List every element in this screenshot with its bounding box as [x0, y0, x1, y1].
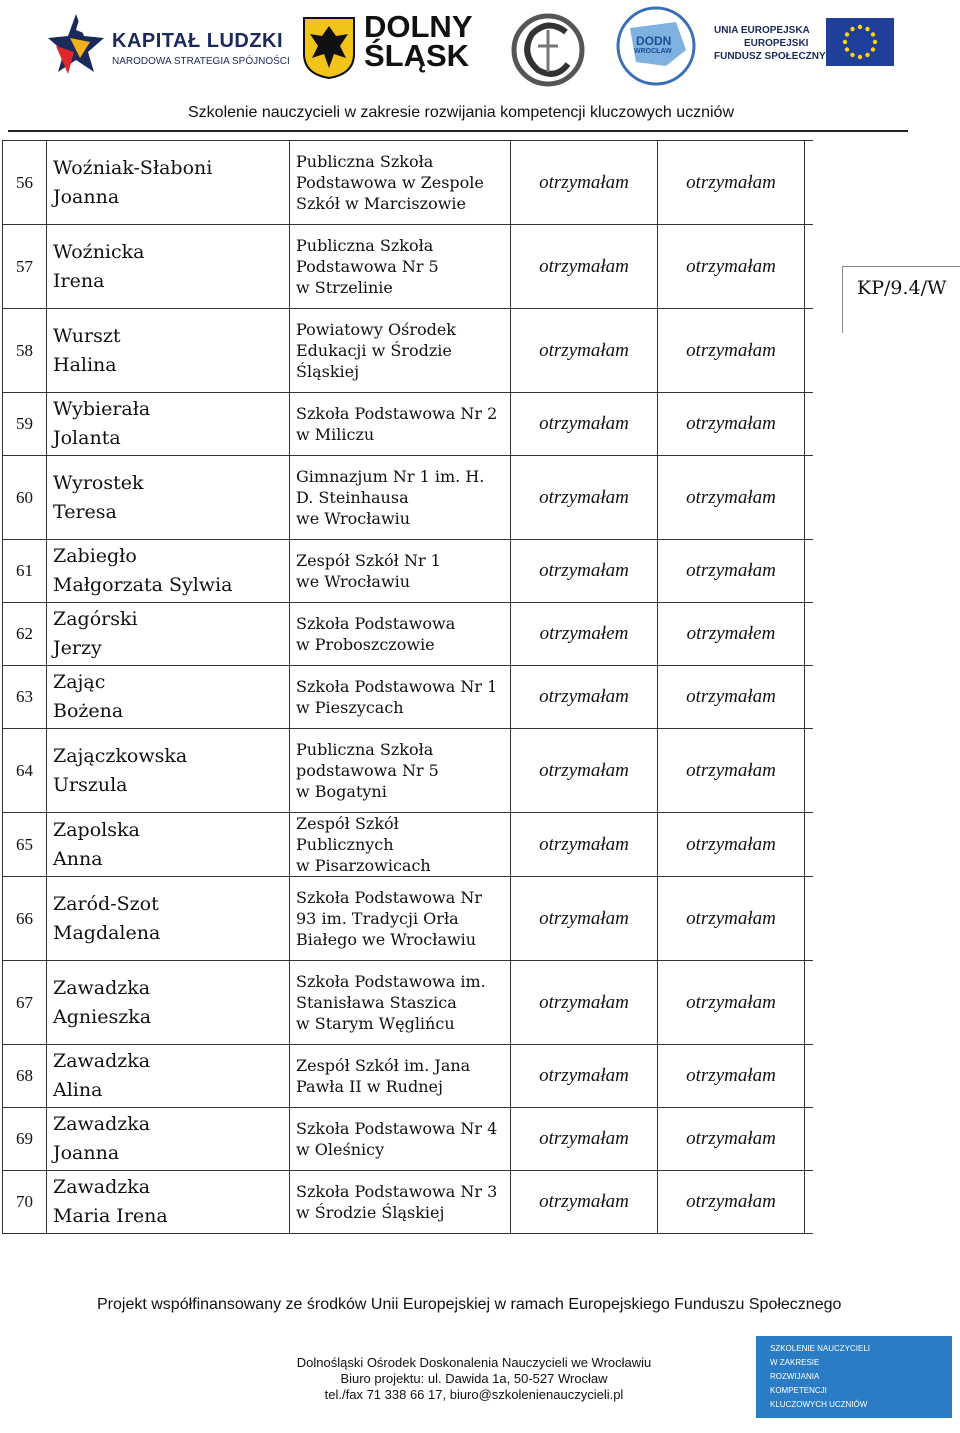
footer-address-line2: Biuro projektu: ul. Dawida 1a, 50-527 Wrocław	[340, 1371, 608, 1386]
received-status-2: otrzymałam	[658, 813, 805, 877]
participant-name-line: Zajączkowska	[53, 744, 188, 767]
participant-name-line: Wyrostek	[53, 471, 144, 494]
school-name	[290, 603, 511, 666]
row-trailing-cell	[805, 540, 814, 603]
row-trailing-cell	[805, 1108, 814, 1171]
eu-star-icon	[850, 53, 854, 57]
school-name-line: Gimnazjum Nr 1 im. H.	[296, 467, 485, 486]
school-name-line: w Pieszycach	[296, 698, 404, 717]
eagle-emblem-icon	[300, 14, 358, 80]
table-row	[3, 540, 814, 603]
promo-line4: KOMPETENCJI	[770, 1386, 827, 1395]
participant-name	[47, 225, 290, 309]
school-name-line: Zespół Szkół	[296, 814, 399, 833]
participant-name-line: Zaród-Szot	[53, 892, 159, 915]
row-number: 60	[3, 456, 47, 540]
eu-line3: FUNDUSZ SPOŁECZNY	[714, 51, 826, 62]
received-status-2: otrzymałam	[658, 666, 805, 729]
received-status-1: otrzymałam	[511, 225, 658, 309]
table-row	[3, 877, 814, 961]
school-name	[290, 729, 511, 813]
school-name-line: Publiczna Szkoła	[296, 740, 434, 759]
row-number: 58	[3, 309, 47, 393]
participant-name	[47, 877, 290, 961]
participant-name	[47, 666, 290, 729]
footer-project-line: Projekt współfinansowany ze środków Unii Europejskiej w ramach Europejskiego Funduszu Społecznego	[97, 1296, 842, 1313]
table-row	[3, 961, 814, 1045]
table-row	[3, 1108, 814, 1171]
document-code-stamp	[842, 266, 960, 333]
participant-name-line: Irena	[53, 269, 105, 292]
eu-line2: EUROPEJSKI	[744, 38, 809, 49]
received-status-2: otrzymałam	[658, 1171, 805, 1234]
eu-logo-text	[714, 24, 826, 63]
participant-name-line: Magdalena	[53, 921, 161, 944]
participant-name-line: Urszula	[53, 773, 128, 796]
footer-address	[272, 1355, 676, 1403]
participant-name	[47, 813, 290, 877]
received-status-1: otrzymałam	[511, 1045, 658, 1108]
received-status-2: otrzymałam	[658, 393, 805, 456]
school-name	[290, 813, 511, 877]
school-name	[290, 393, 511, 456]
row-trailing-cell	[805, 141, 814, 225]
school-name-line: w Strzelinie	[296, 278, 393, 297]
dodn-logo	[606, 4, 706, 94]
participants-table	[2, 140, 813, 1234]
participant-name	[47, 961, 290, 1045]
school-name-line: Szkół w Marciszowie	[296, 194, 466, 213]
dolny-slask-line1: DOLNY	[364, 9, 473, 44]
kapital-ludzki-subtitle: NARODOWA STRATEGIA SPÓJNOŚCI	[112, 56, 290, 67]
school-name	[290, 540, 511, 603]
school-name	[290, 456, 511, 540]
participants-table-body	[3, 141, 814, 1234]
school-name-line: w Pisarzowicach	[296, 856, 431, 875]
participant-name-line: Zawadzka	[53, 1113, 151, 1135]
school-name	[290, 1171, 511, 1234]
eu-star-icon	[871, 47, 875, 51]
school-name-line: w Bogatyni	[296, 782, 387, 801]
school-name-line: we Wrocławiu	[296, 509, 411, 528]
row-number: 57	[3, 225, 47, 309]
row-trailing-cell	[805, 225, 814, 309]
school-name-line: Powiatowy Ośrodek	[296, 320, 456, 339]
row-trailing-cell	[805, 729, 814, 813]
participant-name	[47, 309, 290, 393]
received-status-1: otrzymałam	[511, 393, 658, 456]
row-trailing-cell	[805, 603, 814, 666]
participant-name-line: Zawadzka	[53, 1050, 151, 1072]
eu-line1: UNIA EUROPEJSKA	[714, 25, 810, 36]
school-name-line: podstawowa Nr 5	[296, 761, 439, 780]
row-number: 66	[3, 877, 47, 961]
school-name	[290, 1108, 511, 1171]
participant-name	[47, 1108, 290, 1171]
school-name-line: Edukacji w Środzie	[296, 341, 452, 360]
promo-line1: SZKOLENIE NAUCZYCIELI	[770, 1344, 871, 1353]
row-trailing-cell	[805, 813, 814, 877]
participant-name-line: Jerzy	[53, 637, 102, 659]
school-name-line: Podstawowa w Zespole	[296, 173, 484, 192]
participant-name	[47, 1171, 290, 1234]
row-trailing-cell	[805, 877, 814, 961]
received-status-1: otrzymałam	[511, 666, 658, 729]
eu-star-icon	[858, 25, 862, 29]
received-status-1: otrzymałam	[511, 961, 658, 1045]
received-status-2: otrzymałam	[658, 225, 805, 309]
row-trailing-cell	[805, 309, 814, 393]
received-status-2: otrzymałam	[658, 141, 805, 225]
row-number: 64	[3, 729, 47, 813]
school-name-line: w Miliczu	[296, 425, 375, 444]
participant-name-line: Wybierała	[53, 398, 151, 420]
table-row	[3, 1171, 814, 1234]
eu-star-icon	[850, 27, 854, 31]
header-logos	[0, 0, 960, 121]
participant-name-line: Zapolska	[53, 818, 140, 841]
participant-name-line: Małgorzata Sylwia	[53, 574, 233, 596]
kapital-ludzki-icon	[46, 8, 106, 78]
table-row	[3, 729, 814, 813]
participant-name	[47, 1045, 290, 1108]
school-name-line: Pawła II w Rudnej	[296, 1077, 443, 1096]
row-number: 70	[3, 1171, 47, 1234]
school-name-line: Publiczna Szkoła	[296, 236, 434, 255]
eu-star-icon	[858, 55, 862, 59]
school-name-line: Podstawowa Nr 5	[296, 257, 439, 276]
school-name-line: Szkoła Podstawowa Nr 1	[296, 677, 498, 696]
school-name-line: Publicznych	[296, 835, 394, 854]
monogram-emblem-logo	[508, 10, 588, 90]
received-status-2: otrzymałam	[658, 309, 805, 393]
school-name-line: Śląskiej	[296, 362, 360, 381]
participant-name-line: Jolanta	[53, 427, 121, 449]
table-row	[3, 141, 814, 225]
participant-name-line: Joanna	[53, 1142, 120, 1164]
promo-line3: ROZWIJANIA	[770, 1372, 820, 1381]
participant-name-line: Anna	[53, 847, 103, 870]
school-name-line: Szkoła Podstawowa im.	[296, 972, 486, 991]
received-status-2: otrzymałam	[658, 877, 805, 961]
school-name	[290, 1045, 511, 1108]
participant-name-line: Woźniak-Słaboni	[53, 156, 213, 179]
participant-name-line: Joanna	[53, 185, 120, 208]
participant-name-line: Zawadzka	[53, 1176, 151, 1198]
participant-name-line: Zawadzka	[53, 976, 151, 999]
school-name-line: D. Steinhausa	[296, 488, 409, 507]
participant-name-line: Agnieszka	[53, 1005, 152, 1028]
participant-name	[47, 540, 290, 603]
table-row	[3, 1045, 814, 1108]
row-number: 68	[3, 1045, 47, 1108]
row-trailing-cell	[805, 393, 814, 456]
received-status-2: otrzymałam	[658, 1108, 805, 1171]
school-name	[290, 309, 511, 393]
dolny-slask-logo	[300, 9, 490, 84]
participant-name-line: Alina	[53, 1079, 103, 1101]
participant-name-line: Zabiegło	[53, 545, 137, 567]
school-name-line: Szkoła Podstawowa	[296, 614, 456, 633]
received-status-2: otrzymałem	[658, 603, 805, 666]
received-status-1: otrzymałam	[511, 540, 658, 603]
eu-star-icon	[865, 53, 869, 57]
school-name-line: w Oleśnicy	[296, 1140, 385, 1159]
received-status-2: otrzymałam	[658, 456, 805, 540]
school-name-line: w Środzie Śląskiej	[296, 1203, 445, 1222]
row-trailing-cell	[805, 961, 814, 1045]
header-divider	[8, 130, 908, 132]
promo-line2: W ZAKRESIE	[770, 1358, 820, 1367]
row-trailing-cell	[805, 1171, 814, 1234]
row-number: 59	[3, 393, 47, 456]
received-status-1: otrzymałem	[511, 603, 658, 666]
row-trailing-cell	[805, 456, 814, 540]
dolny-slask-line2: ŚLĄSK	[364, 38, 470, 73]
school-name-line: w Proboszczowie	[296, 635, 435, 654]
school-name-line: we Wrocławiu	[296, 572, 411, 591]
document-code: KP/9.4/W	[857, 277, 947, 299]
eu-star-icon	[845, 32, 849, 36]
school-name-line: Publiczna Szkoła	[296, 152, 434, 171]
eu-flag-icon	[826, 18, 894, 66]
received-status-2: otrzymałam	[658, 729, 805, 813]
school-name-line: Zespół Szkół im. Jana	[296, 1056, 471, 1075]
eu-star-icon	[845, 47, 849, 51]
row-number: 67	[3, 961, 47, 1045]
received-status-1: otrzymałam	[511, 309, 658, 393]
received-status-1: otrzymałam	[511, 1171, 658, 1234]
school-name-line: Białego we Wrocławiu	[296, 930, 477, 949]
page-subtitle: Szkolenie nauczycieli w zakresie rozwijania kompetencji kluczowych uczniów	[188, 104, 735, 121]
participant-name-line: Halina	[53, 353, 117, 376]
school-name	[290, 141, 511, 225]
school-name-line: 93 im. Tradycji Orła	[296, 909, 459, 928]
table-row	[3, 393, 814, 456]
received-status-1: otrzymałam	[511, 729, 658, 813]
received-status-2: otrzymałam	[658, 540, 805, 603]
received-status-1: otrzymałam	[511, 141, 658, 225]
received-status-1: otrzymałam	[511, 877, 658, 961]
monogram-icon	[508, 10, 588, 90]
row-trailing-cell	[805, 1045, 814, 1108]
table-row	[3, 456, 814, 540]
eu-star-icon	[873, 40, 877, 44]
row-number: 69	[3, 1108, 47, 1171]
eu-star-icon	[871, 32, 875, 36]
table-row	[3, 666, 814, 729]
school-name	[290, 225, 511, 309]
school-name-line: Stanisława Staszica	[296, 993, 457, 1012]
row-number: 65	[3, 813, 47, 877]
school-name-line: w Starym Węglińcu	[296, 1014, 455, 1033]
training-promo-logo	[756, 1336, 952, 1418]
participant-name-line: Woźnicka	[53, 240, 145, 263]
school-name-line: Szkoła Podstawowa Nr 2	[296, 404, 498, 423]
participant-name-line: Wurszt	[53, 324, 121, 347]
school-name	[290, 877, 511, 961]
table-row	[3, 603, 814, 666]
participant-name-line: Bożena	[53, 700, 124, 722]
school-name-line: Zespół Szkół Nr 1	[296, 551, 441, 570]
dodn-city: WROCŁAW	[634, 48, 672, 55]
received-status-1: otrzymałam	[511, 456, 658, 540]
received-status-1: otrzymałam	[511, 1108, 658, 1171]
row-number: 61	[3, 540, 47, 603]
eu-star-icon	[865, 27, 869, 31]
received-status-2: otrzymałam	[658, 1045, 805, 1108]
kapital-ludzki-logo	[46, 8, 290, 78]
table-row	[3, 225, 814, 309]
school-name	[290, 961, 511, 1045]
promo-line5: KLUCZOWYCH UCZNIÓW	[770, 1400, 868, 1409]
participant-name	[47, 393, 290, 456]
dodn-label: DODN	[636, 34, 672, 48]
participant-name-line: Maria Irena	[53, 1205, 168, 1227]
row-trailing-cell	[805, 666, 814, 729]
participant-name	[47, 729, 290, 813]
table-row	[3, 813, 814, 877]
row-number: 56	[3, 141, 47, 225]
footer-address-line3: tel./fax 71 338 66 17, biuro@szkolenienauczycieli.pl	[324, 1387, 624, 1402]
school-name-line: Szkoła Podstawowa Nr	[296, 888, 482, 907]
participant-name-line: Teresa	[53, 500, 117, 523]
participant-name	[47, 141, 290, 225]
participant-name	[47, 456, 290, 540]
participant-name	[47, 603, 290, 666]
table-row	[3, 309, 814, 393]
school-name-line: Szkoła Podstawowa Nr 4	[296, 1119, 498, 1138]
participant-name-line: Zagórski	[53, 608, 138, 630]
kapital-ludzki-title: KAPITAŁ LUDZKI	[112, 30, 284, 52]
received-status-2: otrzymałam	[658, 961, 805, 1045]
footer-address-line1: Dolnośląski Ośrodek Doskonalenia Nauczycieli we Wrocławiu	[296, 1355, 652, 1370]
eu-star-icon	[843, 40, 847, 44]
row-number: 62	[3, 603, 47, 666]
school-name	[290, 666, 511, 729]
dolny-slask-text	[364, 9, 473, 73]
row-number: 63	[3, 666, 47, 729]
school-name-line: Szkoła Podstawowa Nr 3	[296, 1182, 498, 1201]
received-status-1: otrzymałam	[511, 813, 658, 877]
participant-name-line: Zając	[53, 671, 106, 693]
